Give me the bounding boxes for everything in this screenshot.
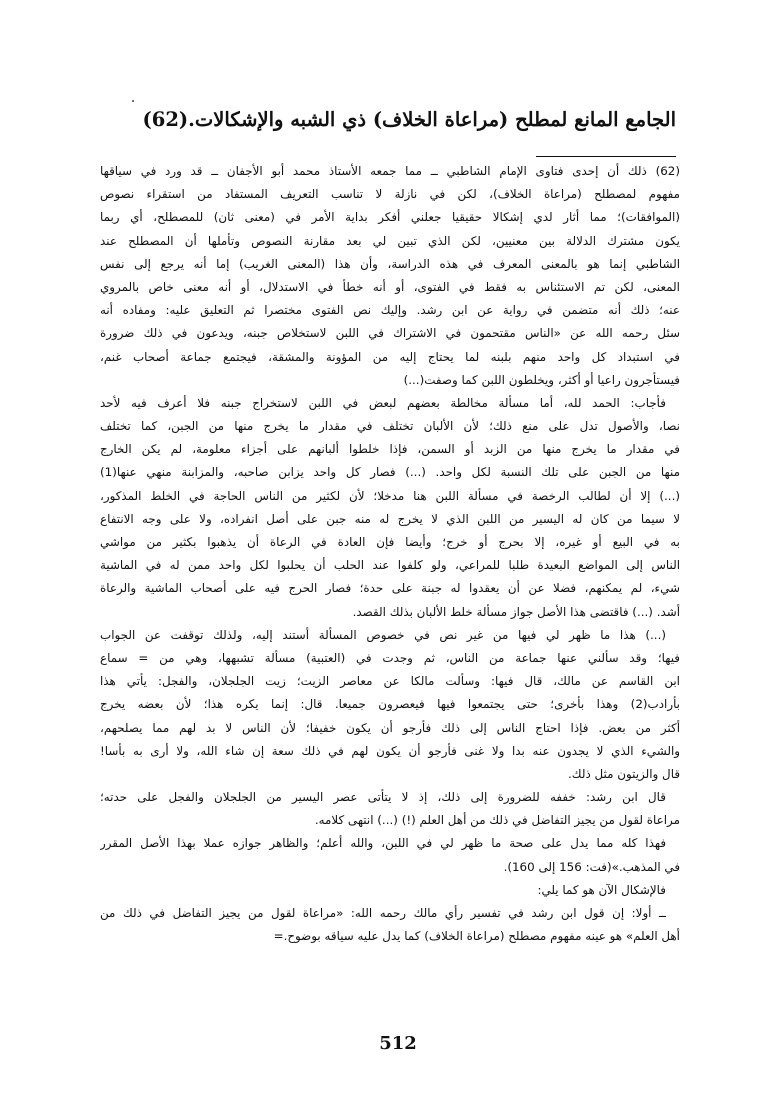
footnote-line: قال ابن رشد: خففه للضرورة إلى ذلك، إذ لا يتأتى عصر اليسير من الجلجلان والفجل على حدته؛	[100, 790, 666, 805]
footnote-line: قال والزيتون مثل ذلك.	[568, 766, 680, 781]
footnote-line: فالإشكال الآن هو كما يلي:	[537, 882, 666, 897]
footnote-line: المعنى، لكن تم الاستئناس به فقط في الفتوى، أو أنه خطأ في الاستدلال، أو أنه معنى خاص بالمروي	[100, 279, 680, 294]
footnote-line: (...) هذا ما ظهر لي فيها من غير نص في خصوص المسألة أستند إليه، ولذلك توقفت عن الجواب	[100, 627, 666, 642]
footnote-line: الناس إلى المواضع البعيدة طلبا للمراعي، ولو كلفوا عند الحلب أن يحلبوا لكل واحد ممن له في الماشية	[100, 558, 680, 573]
footnote-line: أكثر من بعض. فإذا احتاج الناس إلى ذلك فأرجو أن يكون خفيفا؛ لأن الناس لا بد لهم مما يصلحهم،	[100, 720, 680, 735]
footnote-line: نصا، والأصول تدل على منع ذلك؛ لأن الألبان تختلف في مقدار ما يخرج منها من الجبن، كما تختلف	[100, 419, 680, 434]
footnote-line: فهذا كله مما يدل على صحة ما ظهر لي في اللبن، والله أعلم؛ والظاهر جوازه عملا بهذا الأصل المقرر	[100, 836, 666, 851]
footnote-line: بأرادب(2) وهذا بأخرى؛ حتى يجتمعوا فيها فيعصرون جميعا. قال: إنما يكره هذا؛ لأن بعضه يخرج	[100, 697, 680, 712]
footnote-line: يكون مشترك الدلالة بين معنيين، لكن الذي تبين لي بعد مقارنة النصوص وتأملها أن المصطلح عند	[100, 233, 680, 248]
footnote-line: مراعاة لقول من يجيز التفاضل في ذلك من أهل العلم (!) (...) انتهى كلامه.	[314, 813, 680, 828]
footnote-line: (62) ذلك أن إحدى فتاوى الإمام الشاطبي ــ مما جمعه الأستاذ محمد أبو الأجفان ــ قد ورد في سياقها	[100, 164, 680, 178]
footnote-line: ابن القاسم عن مالك، قال فيها: وسألت مالكا عن معاصر الزيت؛ زيت الجلجلان، والفجل: يأتي هذا	[100, 674, 680, 689]
footnote-line: به في البيع أو غيره، إلا بحرج أو خرج؛ وأيضا فإن العادة في الرعاة أن يذهبوا بكثير من مواشي	[100, 535, 680, 549]
footnote-line: منها من الجبن على تلك النسبة لكل واحد. (...) فصار كل واحد يزابن صاحبه، والمزابنة منهي عنها(1)	[100, 465, 680, 480]
footnote-line: في المذهب.»(فت: 156 إلى 160).	[503, 859, 680, 874]
footnote-line: في مقدار ما يخرج منها من الزبد أو السمن، فإذا خلطوا ألبانهم على أجزاء معلومة، لم يكن الخارج	[100, 442, 680, 457]
footnote-line: فيها؛ وقد سألني عنها جماعة من الناس، ثم وجدت في (العتبية) مسألة تشبهها، وهي من = سماع	[100, 650, 680, 665]
footnote-line: أهل العلم» هو عينه مفهوم مصطلح (مراعاة الخلاف) كما يدل عليه سياقه بوضوح.=	[273, 929, 680, 944]
page-title: الجامع المانع لمطلح (مراعاة الخلاف) ذي الشبه والإشكالات.(62)	[142, 108, 676, 131]
footnote-line: فأجاب: الحمد لله، أما مسألة مخالطة بعضهم لبعض في اللبن لاستخراج جبنه فلا أعرف فيه لأحد	[100, 395, 666, 410]
footnote-separator	[536, 156, 676, 157]
footnote-line: (...) إلا أن لطالب الرخصة في مسألة اللبن هنا مدخلا؛ لأن لكثير من الناس الحاجة في الخلط المذكور،	[100, 488, 680, 503]
footnote-line: (الموافقات)؛ مما أثار لدي إشكالا حقيقيا جعلني أفكر بداية الأمر في (معنى ثان) للمصطلح، أي ربما	[100, 210, 680, 225]
footnote-line: سئل رحمه الله عن «الناس مقتحمون في الاشتراك في اللبن لاستخلاص جبنه، ويدعون في ذلك ضرورة	[100, 326, 680, 341]
page-number: 512	[379, 1033, 417, 1054]
footnote-line: عنه؛ ذلك أنه متضمن في رواية عن ابن رشد. وإليك نص الفتوى مختصرا ثم التعليق عليه: ومفاده أنه	[100, 303, 680, 318]
footnote-line: فيستأجرون راعيا أو أكثر، ويخلطون اللبن كما وصفت(...)	[403, 372, 680, 387]
footnote-line: والشيء الذي لا يجدون عنه بدا ولا غنى فأرجو أن يكون لهم في ذلك سعة إن شاء الله، ولا أرى به بأسا!	[100, 743, 680, 758]
footnote-line: أشد. (...) فاقتضى هذا الأصل جواز مسألة خلط الألبان بذلك القصد.	[352, 604, 680, 619]
scan-speck	[132, 100, 134, 102]
footnote-line: شيء، لم يمكنهم، فضلا عن أن يعقدوا له جبنة على حدة؛ فصار الحرج فيه على أصحاب الماشية والرعاة	[100, 581, 680, 596]
footnote-body	[100, 160, 680, 948]
footnote-line: الشاطبي إنما هو بالمعنى المعرف في هذه الدراسة، وأن هذا (المعنى الغريب) إما أنه يرجع إلى نفس	[100, 256, 680, 271]
footnote-line: في استبداد كل واحد منهم بلبنه لما يحتاج إليه من المؤونة والمشقة، فيجتمع جماعة أصحاب غنم،	[100, 349, 680, 364]
footnote-line: لا سيما من كان له اليسير من اللبن الذي لا يخرج له منه جبن على أصل انفراده، ولا على وجه الانتفاع	[100, 511, 680, 526]
footnote-line: مفهوم لمصطلح (مراعاة الخلاف)، لكن في نازلة لا تناسب التعريف المستفاد من استقراء نصوص	[100, 187, 680, 202]
footnote-line: ــ أولا: إن قول ابن رشد في تفسير رأي مالك رحمه الله: «مراعاة لقول من يجيز التفاضل في ذلك من	[100, 906, 666, 920]
